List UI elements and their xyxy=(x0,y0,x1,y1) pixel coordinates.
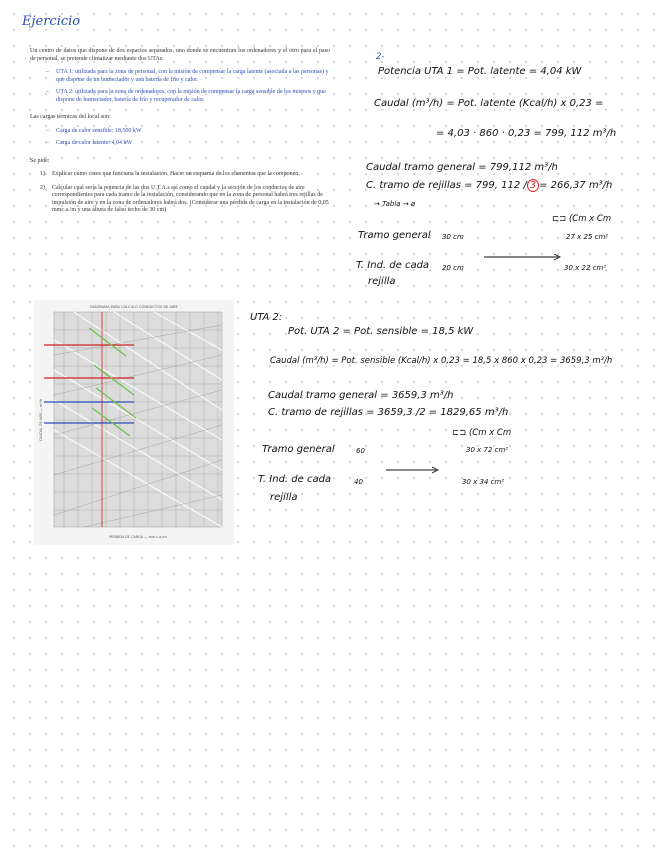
notes-uta1-number: 2- xyxy=(376,52,385,62)
chart-y-label: CAUDAL DE AIRE — m³/h xyxy=(39,398,43,442)
notes-uta1-line6: → Tabla → ø xyxy=(374,200,416,208)
sensible-load: – Carga de calor sensible: 18,500 kW xyxy=(46,128,330,136)
notes-uta2-line3: Caudal tramo general = 3659,3 m³/h xyxy=(268,390,454,401)
question-2-text: Calcular cual sería la potencia de las dos U.T.A.s así como el caudal y la sección de los conductos de aire correspondientes para cada tramo de la instalación, considerando que en la zona de personal habrá tres rejillas de impulsión de aire y en la zona de ordenadores habrá dos. (Considerar una pérdida de carga en la instalación de 0,05 mmc.a./m y una altura de falso techo de 30 cm) xyxy=(52,184,329,213)
question-2 xyxy=(40,185,330,215)
notes-uta2-row1-label: Tramo general xyxy=(262,444,335,455)
chart-title: DIAGRAMA PARA CÁLCULO CONDUCTOS DE AIRE xyxy=(90,305,178,309)
notes-uta1-line5-a: C. tramo de rejillas = 799, 112 / xyxy=(366,180,527,191)
notes-uta2-row2-result: 30 x 34 cm² xyxy=(462,478,505,486)
notes-uta2-row2-label: T. Ind. de cada xyxy=(258,474,332,485)
notes-uta1-line2: Caudal (m³/h) = Pot. latente (Kcal/h) x 0,23 = xyxy=(374,98,604,109)
notes-uta2-row1-result: 30 x 72 cm² xyxy=(466,446,509,454)
intro-paragraph: Un centro de datos que dispone de dos espacios separados, uno donde se encuentran los ordenadores y el otro para el paso de personal, se pretende climatizar mediante dos UTAs: xyxy=(30,48,330,62)
notes-uta1-line3: = 4,03 · 860 · 0,23 = 799, 112 m³/h xyxy=(436,128,617,139)
notes-uta1-line5 xyxy=(366,180,612,191)
question-1-text: Explicar cómo crees que funciona la instalación. Hacer un esquema de los elementos que la componen. xyxy=(52,171,300,177)
arrow-icon xyxy=(484,252,564,262)
notes-uta2-row2-value: 40 xyxy=(354,478,363,486)
notes-uta1-row1-label: Tramo general xyxy=(358,230,431,241)
latent-load: – Carga de calor latente: 4,04 kW xyxy=(46,140,330,148)
notes-uta1-line5-c: = 266,37 m³/h xyxy=(539,180,613,191)
notes-uta1-row2-value: 20 cm xyxy=(442,264,464,272)
notes-uta1-row1-result: 27 x 25 cm² xyxy=(566,233,609,241)
loads-intro: Las cargas térmicas del local son: xyxy=(30,114,111,120)
notes-uta1-row2-result: 30 x 22 cm² xyxy=(564,264,607,272)
notes-uta2-row1-value: 60 xyxy=(356,447,365,455)
notes-uta2-line2: Caudal (m³/h) = Pot. sensible (Kcal/h) x 0,23 = 18,5 x 860 x 0,23 = 3659,3 m³/h xyxy=(270,356,613,366)
notes-uta1-line1: Potencia UTA 1 = Pot. latente = 4,04 kW xyxy=(378,66,582,77)
chart-x-label: PERDIDA DE CARGA — mm.c.a./m xyxy=(109,535,167,539)
notes-uta1-row1-value: 30 cm xyxy=(442,233,464,241)
uta2-item: – UTA 2: utilizada para la zona de ordenadores, con la misión de compensar la carga sensible de los mismos y que dispone de humectador, batería de frío y recuperador de calor. xyxy=(46,89,330,104)
notes-uta2-line4: C. tramo de rejillas = 3659,3 /2 = 1829,65 m³/h xyxy=(268,407,509,418)
arrow-icon xyxy=(386,465,442,475)
notes-uta1-circled-3: 3 xyxy=(527,179,539,192)
question-2-number: 2) xyxy=(40,184,45,191)
page-title: Ejercicio xyxy=(22,14,81,29)
notes-uta1-header: ⊏⊐ (Cm x Cm xyxy=(552,214,612,224)
question-1-number: 1) xyxy=(40,171,45,177)
notes-uta1-line4: Caudal tramo general = 799,112 m³/h xyxy=(366,162,558,173)
uta1-item: – UTA 1: utilizada para la zona de personal, con la misión de compensar la carga latente (asociada a las personas) y que dispone de un humectador y una batería de frío y calor. xyxy=(46,69,330,84)
duct-sizing-chart xyxy=(34,300,234,545)
notes-uta1-row2-label: T. Ind. de cada xyxy=(356,260,430,271)
question-1 xyxy=(40,171,330,179)
problem-statement xyxy=(30,48,330,221)
notes-uta1-row2-label2: rejilla xyxy=(368,276,396,287)
notes-uta2-line1: Pot. UTA 2 = Pot. sensible = 18,5 kW xyxy=(288,326,474,337)
ask-label: Se pide: xyxy=(30,157,50,164)
notes-uta2-row2-label2: rejilla xyxy=(270,492,298,503)
notes-uta2-heading: UTA 2: xyxy=(250,312,283,323)
notes-uta2-header: ⊏⊐ (Cm x Cm xyxy=(452,428,512,438)
